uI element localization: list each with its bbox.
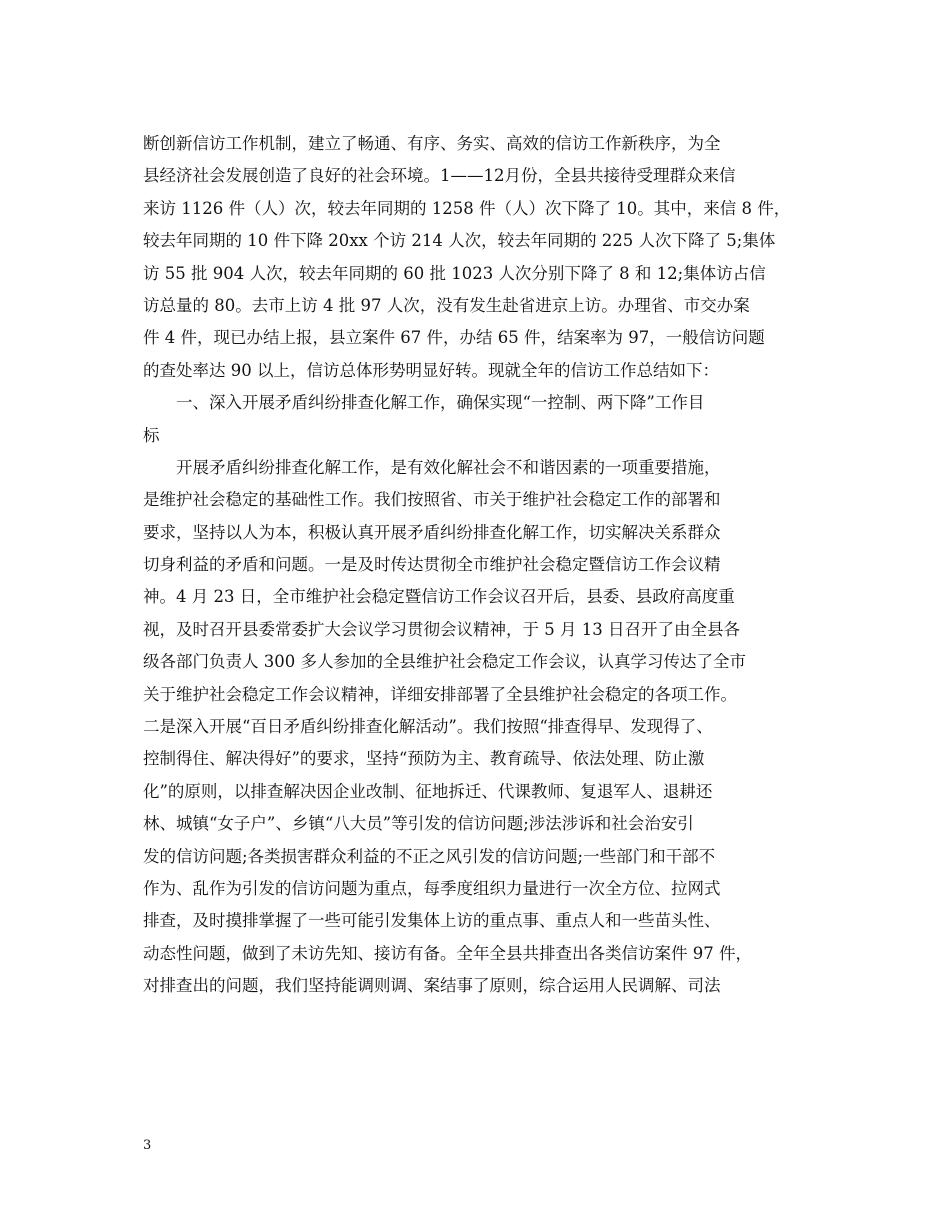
text-line: 控制得住、解决得好”的要求，坚持“预防为主、教育疏导、依法处理、防止激 xyxy=(143,749,705,769)
text-line: 二是深入开展“百日矛盾纠纷排查化解活动”。我们按照“排查得早、发现得了、 xyxy=(143,717,713,737)
text-line: 件 4 件，现已办结上报，县立案件 67 件，办结 65 件，结案率为 97，一般信访问题 xyxy=(143,328,765,348)
text-line: 化”的原则，以排查解决因企业改制、征地拆迁、代课教师、复退军人、退耕还 xyxy=(143,781,713,801)
text-line: 县经济社会发展创造了良好的社会环境。1——12月份，全县共接待受理群众来信 xyxy=(143,166,736,186)
text-line: 切身利益的矛盾和问题。一是及时传达贯彻全市维护社会稳定暨信访工作会议精 xyxy=(143,555,721,575)
text-line: 断创新信访工作机制，建立了畅通、有序、务实、高效的信访工作新秩序，为全 xyxy=(143,134,721,153)
text-line: 要求，坚持以人为本，积极认真开展矛盾纠纷排查化解工作，切实解决关系群众 xyxy=(143,522,721,542)
page-number: 3 xyxy=(143,1138,152,1153)
text-line: 林、城镇“女子户”、乡镇“八大员”等引发的信访问题;涉法涉诉和社会治安引 xyxy=(143,814,694,834)
text-line: 对排查出的问题，我们坚持能调则调、案结事了原则，综合运用人民调解、司法 xyxy=(143,976,721,996)
text-line: 开展矛盾纠纷排查化解工作，是有效化解社会不和谐因素的一项重要措施， xyxy=(176,457,721,477)
text-line: 较去年同期的 10 件下降 20xx 个访 214 人次，较去年同期的 225 人次下降了 5;集体 xyxy=(143,231,776,251)
section-heading-line: 一、深入开展矛盾纠纷排查化解工作，确保实现“一控制、两下降”工作目 xyxy=(176,393,705,413)
text-line: 的查处率达 90 以上，信访总体形势明显好转。现就全年的信访工作总结如下： xyxy=(143,360,719,380)
text-line: 访 55 批 904 人次，较去年同期的 60 批 1023 人次分别下降了 8 和 12;集体访占信 xyxy=(143,263,766,283)
text-line: 作为、乱作为引发的信访问题为重点，每季度组织力量进行一次全方位、拉网式 xyxy=(143,878,721,898)
text-line: 视，及时召开县委常委扩大会议学习贯彻会议精神，于 5 月 13 日召开了由全县各 xyxy=(143,619,740,639)
text-line: 发的信访问题;各类损害群众利益的不正之风引发的信访问题;一些部门和干部不 xyxy=(143,846,716,866)
text-line: 排查，及时摸排掌握了一些可能引发集体上访的重点事、重点人和一些苗头性、 xyxy=(143,911,721,931)
text-line: 访总量的 80。去市上访 4 批 97 人次，没有发生赴省进京上访。办理省、市交办案 xyxy=(143,295,750,315)
body-text xyxy=(143,128,823,1003)
text-line: 神。4 月 23 日，全市维护社会稳定暨信访工作会议召开后，县委、县政府高度重 xyxy=(143,587,735,607)
section-heading-line: 标 xyxy=(143,425,160,445)
text-line: 关于维护社会稳定工作会议精神，详细安排部署了全县维护社会稳定的各项工作。 xyxy=(143,684,737,704)
text-line: 来访 1126 件（人）次，较去年同期的 1258 件（人）次下降了 10。其中，来信 8 件， xyxy=(143,198,791,218)
text-line: 动态性问题，做到了未访先知、接访有备。全年全县共排查出各类信访案件 97 件， xyxy=(143,943,752,963)
text-line: 级各部门负责人 300 多人参加的全县维护社会稳定工作会议，认真学习传达了全市 xyxy=(143,652,746,672)
text-line: 是维护社会稳定的基础性工作。我们按照省、市关于维护社会稳定工作的部署和 xyxy=(143,490,721,510)
